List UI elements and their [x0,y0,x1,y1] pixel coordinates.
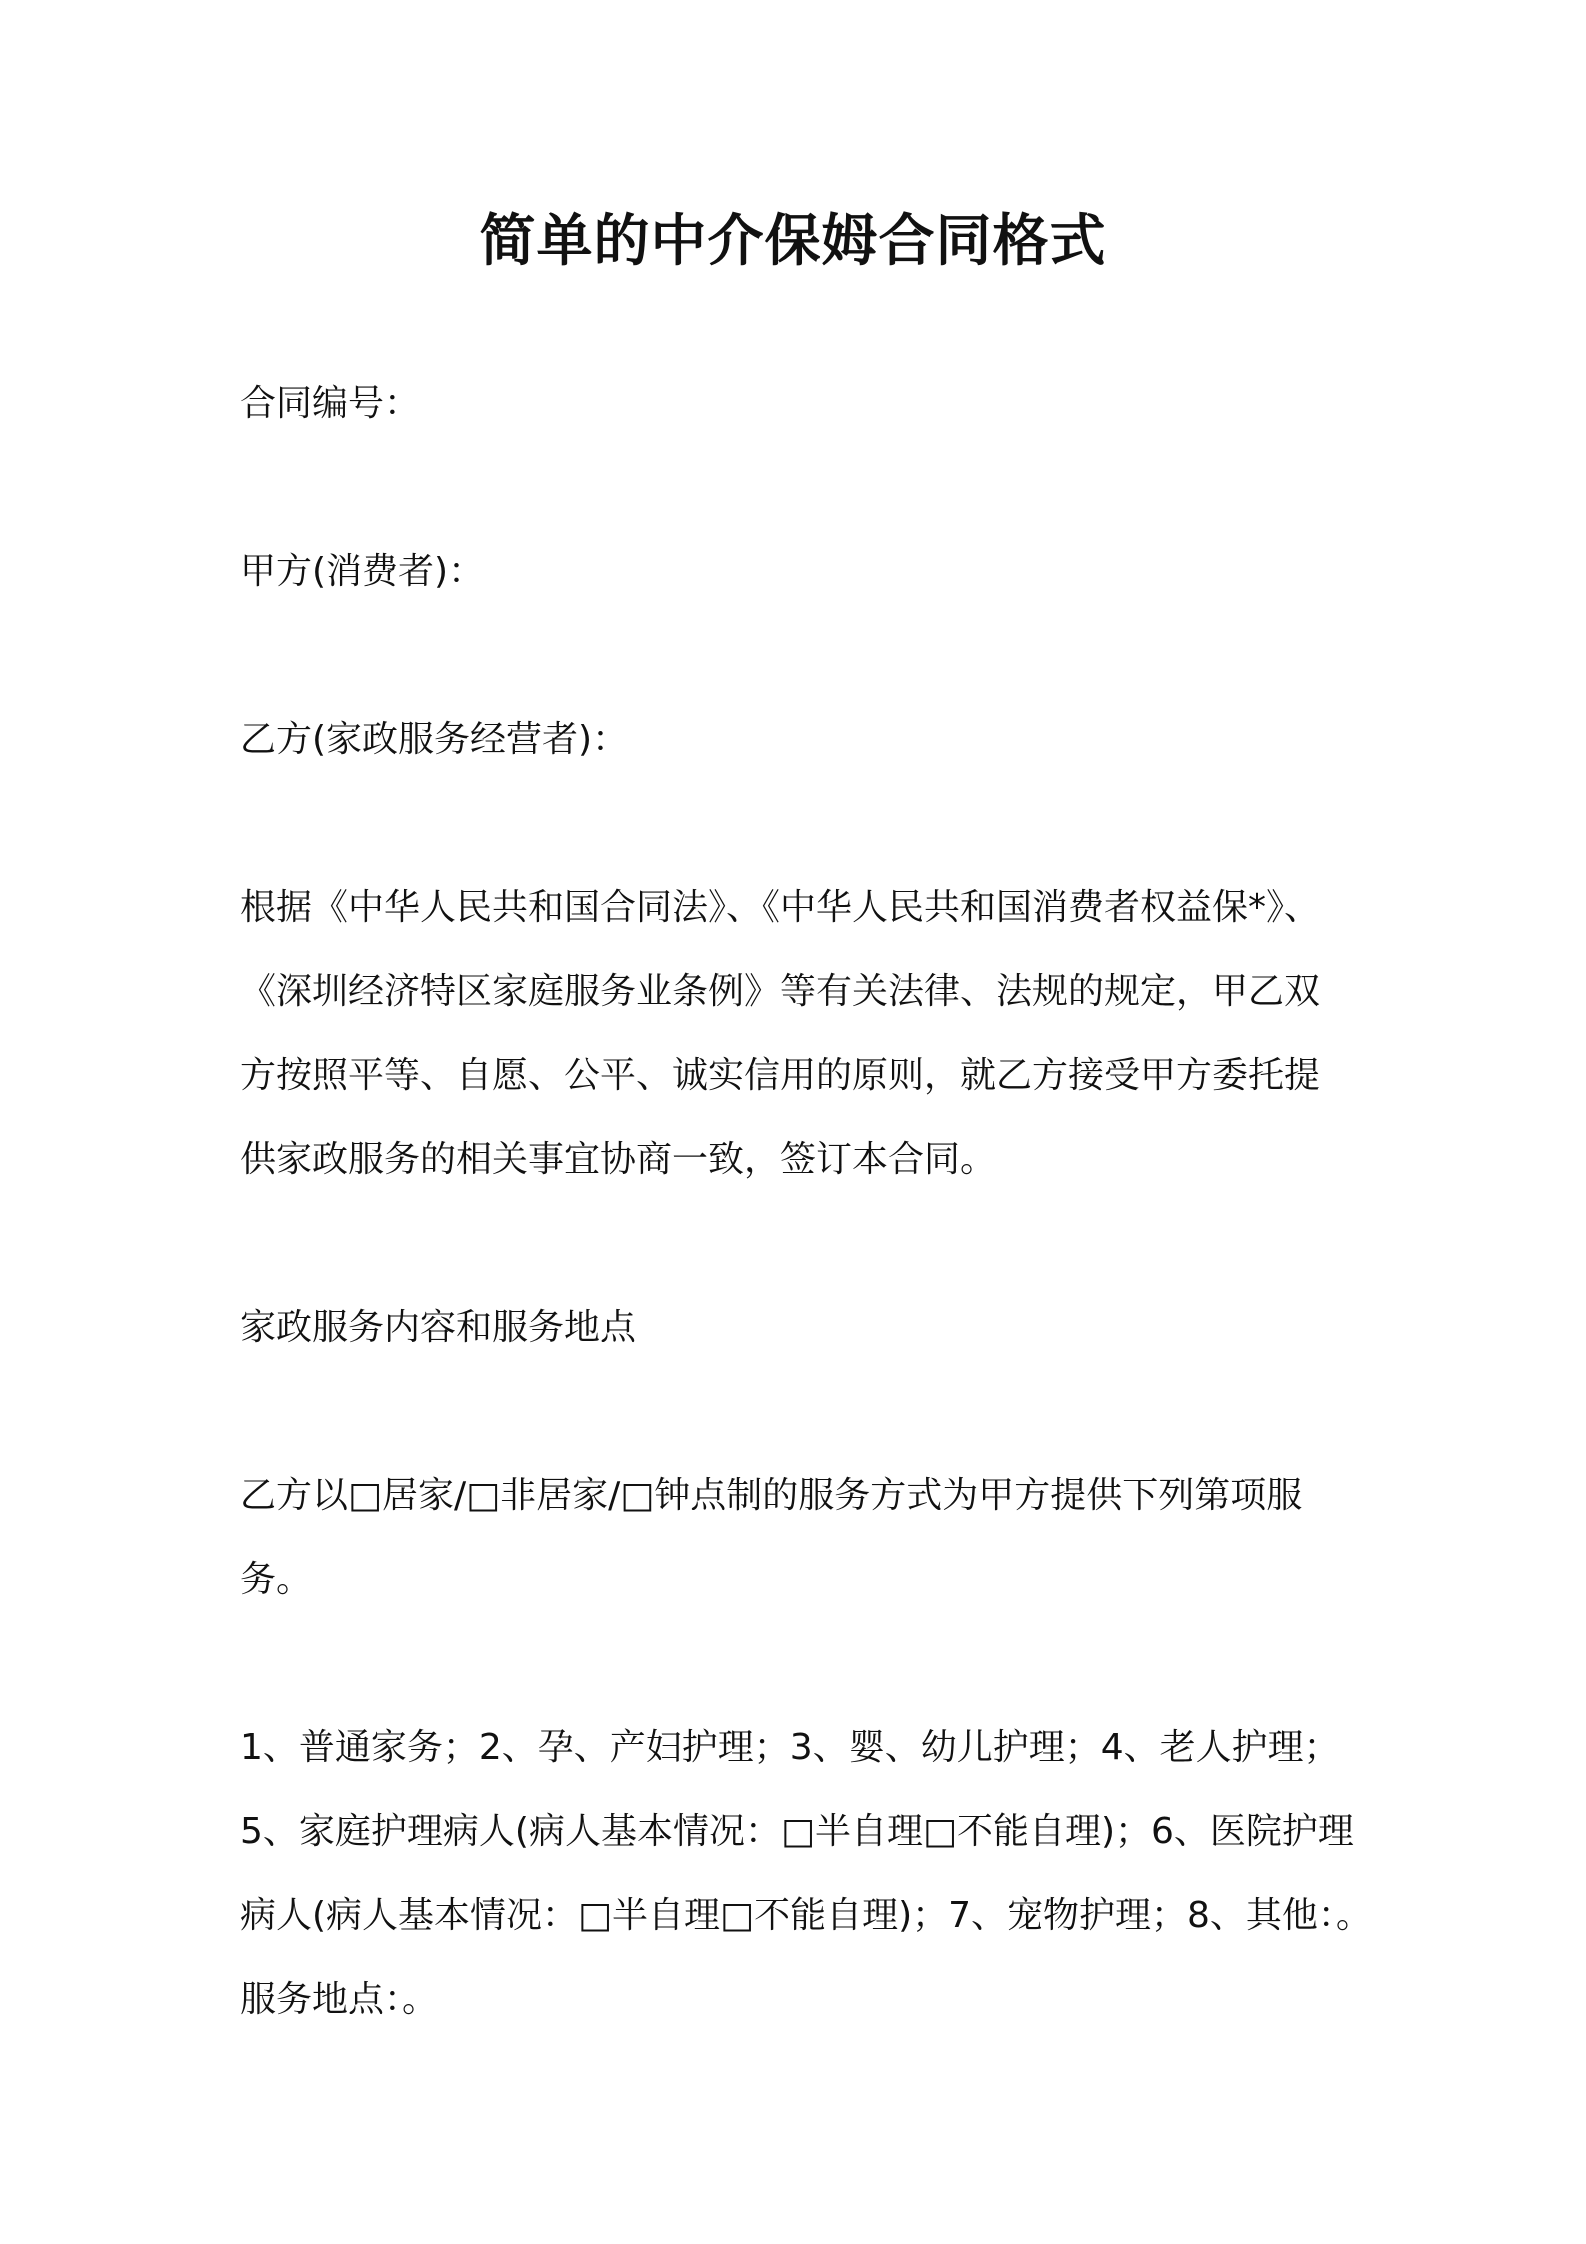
service-mode-line-2: 务。 [240,1559,313,1600]
contract-number-label: 合同编号： [240,383,421,424]
party-a-label: 甲方(消费者)： [240,551,485,592]
service-items-line-2: 5、家庭护理病人(病人基本情况：□半自理□不能自理)；6、医院护理 [240,1811,1354,1852]
service-items-line-1: 1、普通家务；2、孕、产妇护理；3、婴、幼儿护理；4、老人护理； [240,1727,1340,1768]
section-heading: 家政服务内容和服务地点 [240,1307,637,1348]
document-title: 简单的中介保姆合同格式 [479,209,1107,274]
intro-line-1: 根据《中华人民共和国合同法》、《中华人民共和国消费者权益保*》、 [240,887,1321,928]
intro-line-3: 方按照平等、自愿、公平、诚实信用的原则，就乙方接受甲方委托提 [240,1055,1321,1096]
intro-line-4: 供家政服务的相关事宜协商一致，签订本合同。 [240,1139,997,1180]
intro-line-2: 《深圳经济特区家庭服务业条例》等有关法律、法规的规定，甲乙双 [240,971,1321,1012]
service-items-line-3: 病人(病人基本情况：□半自理□不能自理)；7、宠物护理；8、其他：。 [240,1895,1372,1936]
service-mode-line-1: 乙方以□居家/□非居家/□钟点制的服务方式为甲方提供下列第项服 [240,1475,1303,1516]
party-b-label: 乙方(家政服务经营者)： [240,719,629,760]
service-location-line: 服务地点：。 [240,1979,439,2020]
